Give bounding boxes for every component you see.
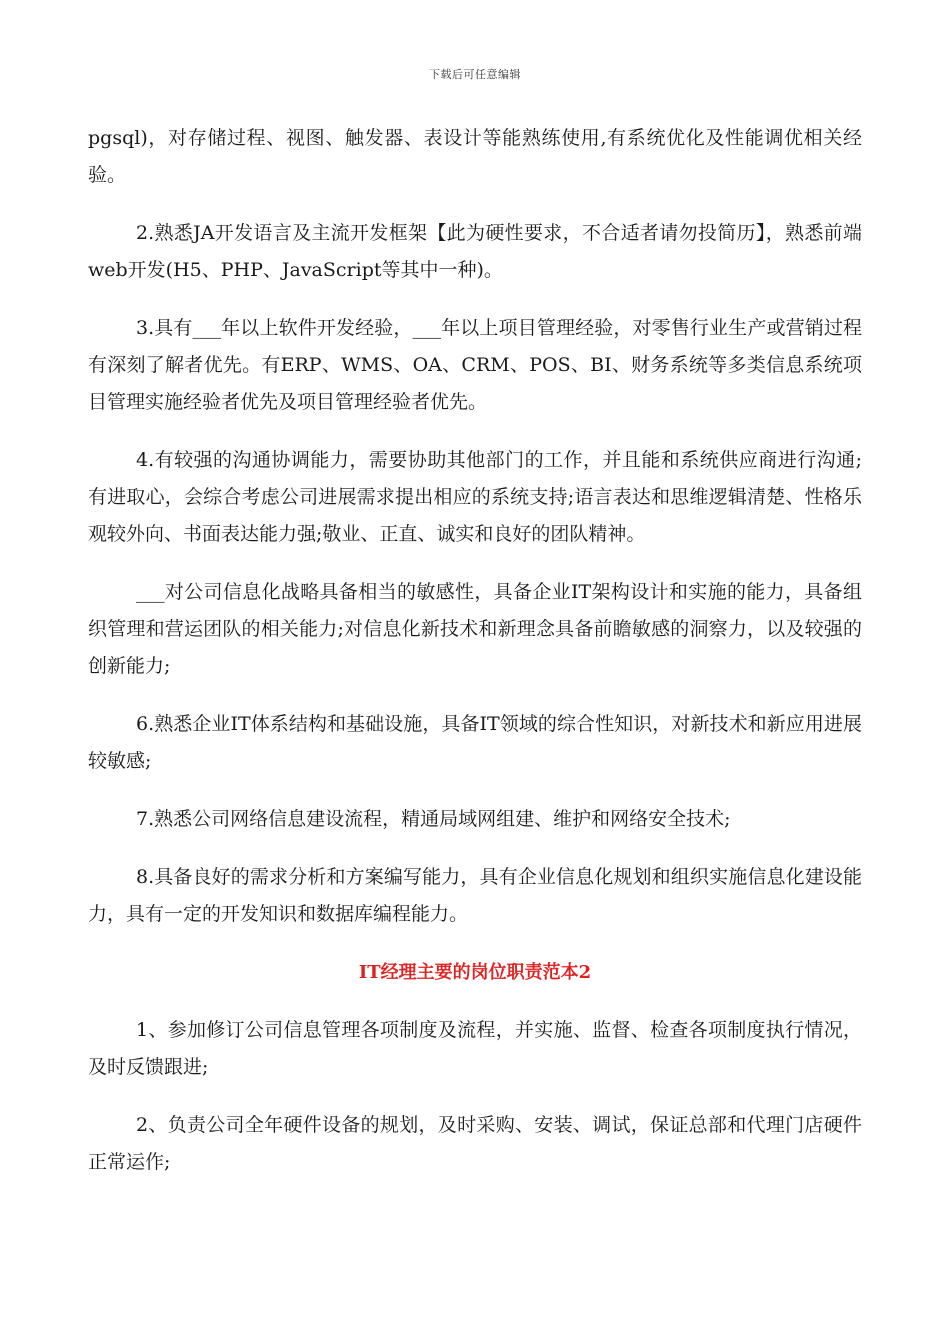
page-header: 下载后可任意编辑 — [429, 68, 521, 81]
paragraph-item-7: 7.熟悉公司网络信息建设流程，精通局域网组建、维护和网络安全技术; — [136, 808, 731, 830]
paragraph-item-3: 3.具有___年以上软件开发经验，___年以上项目管理经验，对零售行业生产或营销过程有深刻了解者优先。有ERP、WMS、OA、CRM、POS、BI、财务系统等多类信息系统项目管理实施经验者优先及项目管理经验者优先。 — [88, 317, 862, 413]
paragraph-item-5: ___对公司信息化战略具备相当的敏感性，具备企业IT架构设计和实施的能力，具备组织管理和营运团队的相关能力;对信息化新技术和新理念具备前瞻敏感的洞察力，以及较强的创新能力; — [88, 581, 862, 677]
paragraph-item-4: 4.有较强的沟通协调能力，需要协助其他部门的工作，并且能和系统供应商进行沟通;有进取心，会综合考虑公司进展需求提出相应的系统支持;语言表达和思维逻辑清楚、性格乐观较外向、书面表达能力强;敬业、正直、诚实和良好的团队精神。 — [88, 449, 862, 545]
paragraph-item-8: 8.具备良好的需求分析和方案编写能力，具有企业信息化规划和组织实施信息化建设能力，具有一定的开发知识和数据库编程能力。 — [88, 866, 862, 925]
paragraph-item-2: 2.熟悉JA开发语言及主流开发框架【此为硬性要求，不合适者请勿投简历】，熟悉前端web开发(H5、PHP、JavaScript等其中一种)。 — [88, 222, 862, 281]
document-body — [88, 120, 862, 1202]
paragraph-continuation: pgsql)，对存储过程、视图、触发器、表设计等能熟练使用,有系统优化及性能调优相关经验。 — [88, 127, 862, 186]
section-paragraph-2: 2、负责公司全年硬件设备的规划，及时采购、安装、调试，保证总部和代理门店硬件正常运作; — [88, 1114, 862, 1173]
section-title: IT经理主要的岗位职责范本2 — [358, 962, 592, 983]
section-paragraph-1: 1、参加修订公司信息管理各项制度及流程，并实施、监督、检查各项制度执行情况，及时反馈跟进; — [88, 1019, 862, 1078]
paragraph-item-6: 6.熟悉企业IT体系结构和基础设施，具备IT领域的综合性知识，对新技术和新应用进展较敏感; — [88, 713, 862, 772]
